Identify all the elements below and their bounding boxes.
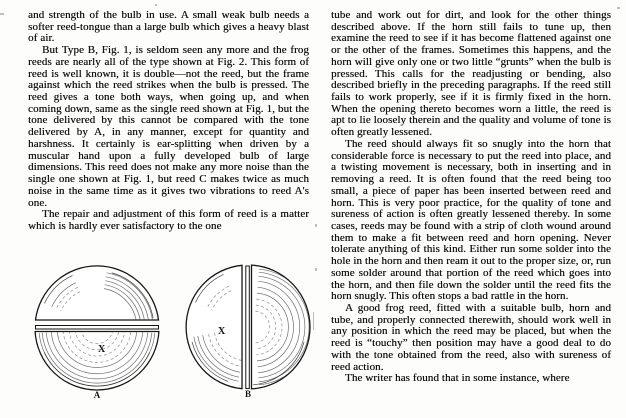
paragraph: tube and work out for dirt, and look for the other things described above. If the horn still fails to tune up, then examine the reed to see if it has become flattened against one or the other of the frames. Sometimes this happens, and the horn will give only one or two little “grunts” when the bulb is pressed. This calls for the readjusting or bending, also described briefly in the preceding paragraphs. If the reed still fails to work properly, see if it is firmly fixed in the horn. When the opening thereto becomes worn a little, the reed is apt to lie loosely therein and the quality and volume of tone is often greatly lessened. xyxy=(331,9,611,139)
figure-b-x-mark: X xyxy=(218,326,226,337)
scan-artifact xyxy=(617,7,620,9)
figure-a-x-mark: X xyxy=(98,344,106,355)
paragraph: and strength of the bulb in use. A small weak bulb needs a softer reed-tongue than a large bulb which gives a heavy blast of air. xyxy=(28,9,309,45)
figure-b-reed-bar xyxy=(246,266,250,389)
paragraph: A good frog reed, fitted with a suitable bulb, horn and tube, and properly connected therewith, should work well in any position in which the reed may be placed, but when the reed is “touchy” then position may have a good deal to do with the tone obtained from the reed, also with sureness of reed action. xyxy=(331,301,611,373)
paragraph: The reed should always fit so snugly into the horn that considerable force is necessary to put the reed into place, and a twisting movement is necessary, both in inserting and in removing a reed. It is often found that the reed being too small, a piece of paper has been inserted between reed and horn. This is very poor practice, for the quality of tone and sureness of action is often greatly lessened thereby. In some cases, reeds may be found with a strip of cloth wound around them to make a fit between reed and horn opening. Never tolerate anything of this kind. Either run some solder into the hole in the horn and then ream it out to the proper size, or, run some solder around that portion of the reed which goes into the horn, and then file down the solder until the reed fits the horn snugly. This often stops a bad rattle in the horn. xyxy=(331,137,611,303)
right-column xyxy=(331,10,611,385)
scan-artifact xyxy=(313,312,314,330)
figure-a-reed-bar xyxy=(36,326,159,330)
paragraph: The repair and adjustment of this form of reed is a matter which is hardly ever satisfactory to the one xyxy=(28,208,309,232)
figure-b-label: B xyxy=(244,389,252,399)
figure-b-horn-disc-illustration xyxy=(173,252,323,402)
figure-a-lower-half xyxy=(35,332,159,390)
figure-a-upper-half xyxy=(36,266,159,320)
scan-artifact xyxy=(315,224,317,227)
figure-a-label: A xyxy=(93,390,101,400)
figure-a-horn-disc-illustration xyxy=(22,253,172,403)
scan-artifact xyxy=(315,268,317,271)
left-column xyxy=(28,10,309,233)
scan-artifact xyxy=(0,13,4,15)
scan-artifact xyxy=(155,4,157,6)
paragraph: The writer has found that in some instance, where xyxy=(345,372,570,385)
paragraph: But Type B, Fig. 1, is seldom seen any more and the frog reeds are nearly all of the type shown at Fig. 2. This form of reed is well known, it is double—not the reed, but the frame against which the reed strikes when the bulb is pressed. The reed gives a tone both ways, when going up, and when coming down, same as the single reed shown at Fig. 1, but the tone delivered by this cannot be compared with the tone delivered by A, in any manner, except for quantity and harshness. It certainly is ear-splitting when driven by a muscular hand upon a fully developed bulb of large dimensions. This reed does not make any more noise than the single one shown at Fig. 1, but reed C makes twice as much noise in the same time as it gives two vibrations to reed A's one. xyxy=(28,44,309,209)
